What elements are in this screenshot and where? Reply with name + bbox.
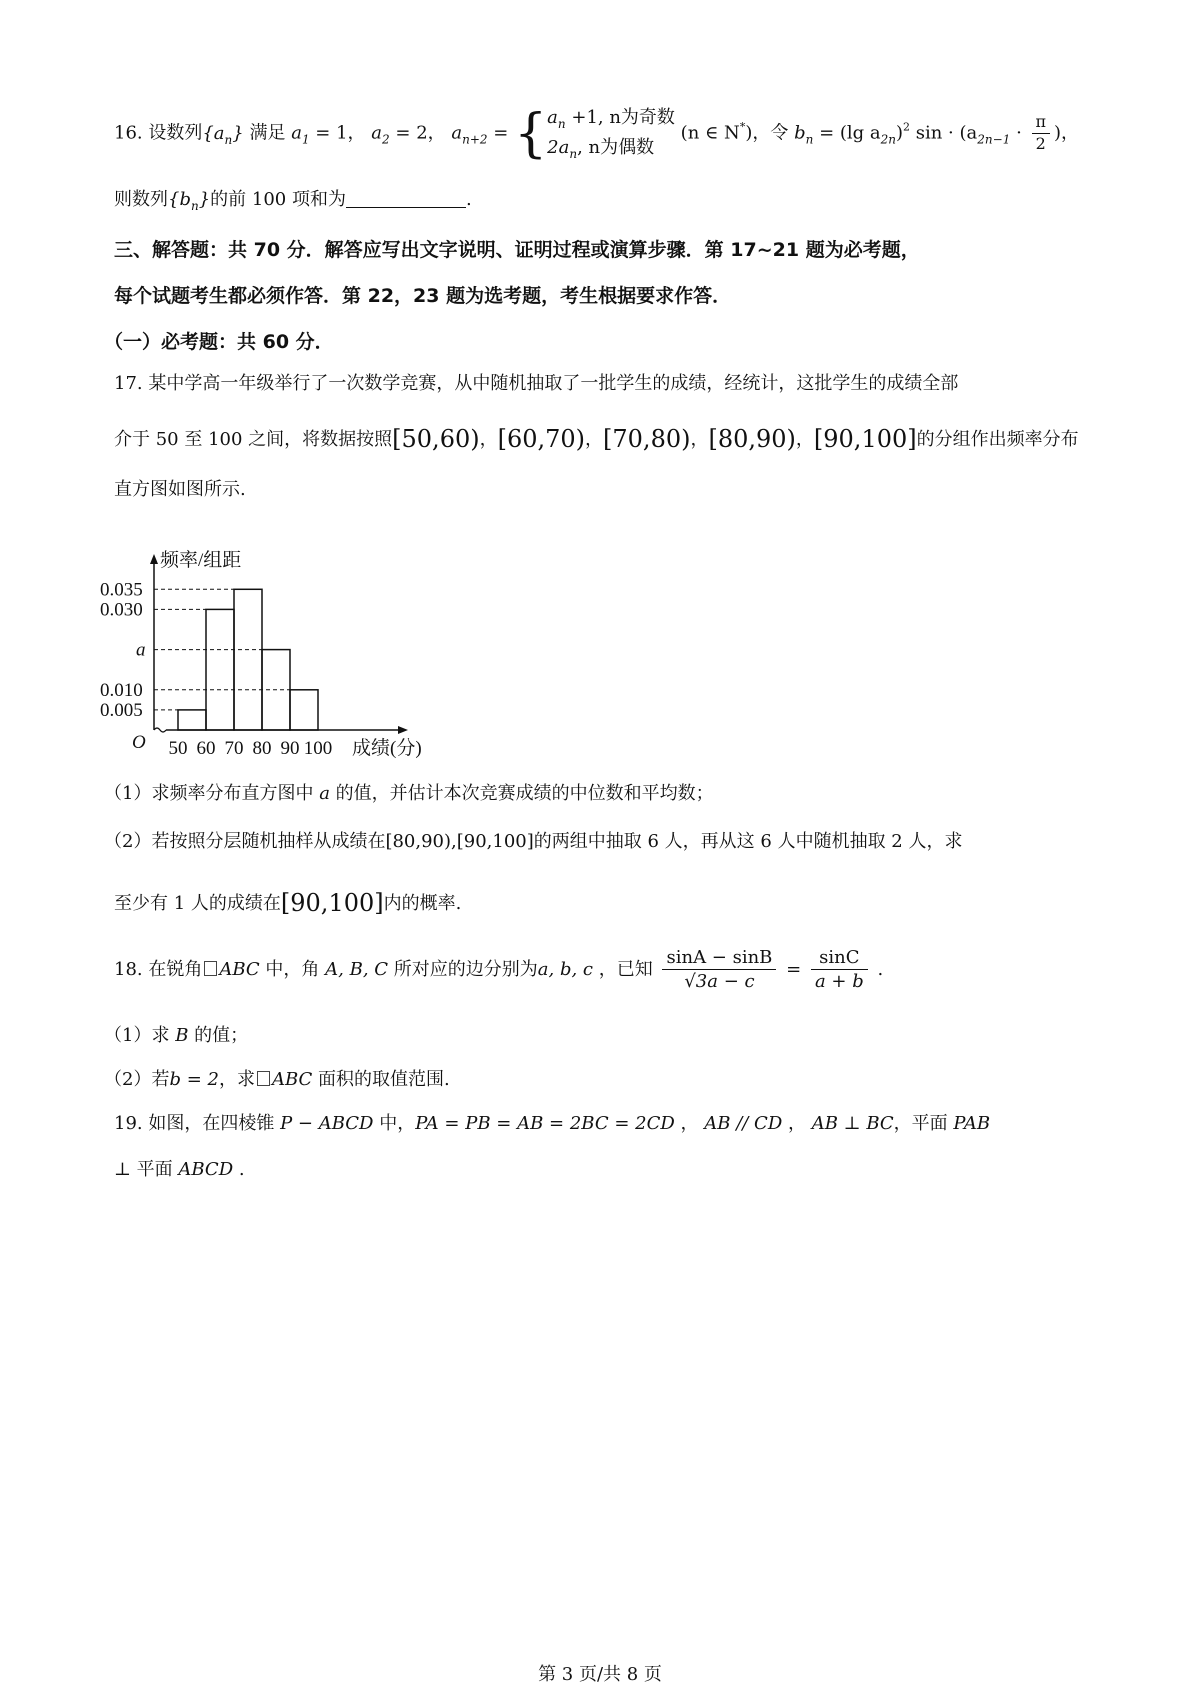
- interval-5: [90,100]: [813, 425, 917, 453]
- q19-line2: [114, 1158, 245, 1181]
- q18-end: .: [871, 958, 884, 980]
- an2-sub: n+2: [462, 132, 488, 147]
- q18-line1: [114, 946, 883, 994]
- a2-sub: 2: [382, 132, 390, 147]
- seq-a-close: }: [232, 122, 244, 144]
- q16-line1: [114, 104, 1079, 163]
- interval-1: [50,60): [392, 425, 480, 453]
- x-axis-label: 成绩(分): [352, 738, 422, 759]
- pyramid: P − ABCD: [280, 1113, 374, 1134]
- case2-sub: n: [569, 146, 578, 161]
- case2-rest: , n为偶数: [577, 136, 655, 158]
- bar-50-60: [178, 710, 206, 730]
- q17-part2-line2: [114, 888, 461, 919]
- q18-part1-text: （1）求: [104, 1025, 176, 1046]
- interval-4: [80,90): [708, 425, 796, 453]
- sin-arg-sub: 2n−1: [977, 132, 1011, 147]
- q16-end: .: [465, 189, 472, 210]
- interval-3: [70,80): [603, 425, 691, 453]
- q17-line2-text2: 的分组作出频率分布: [916, 429, 1079, 450]
- origin-label: O: [132, 732, 146, 753]
- frac-left-den: √3a − c: [684, 971, 755, 993]
- q19-line2-end: .: [233, 1159, 245, 1180]
- q18-text2: 中，角: [259, 958, 326, 980]
- a1-sub: 1: [301, 132, 310, 147]
- q16-line2-text2: 的前 100 项和为: [210, 189, 346, 210]
- axis-break: [154, 728, 166, 732]
- pi: π: [1032, 112, 1051, 134]
- q19-text: 19. 如图，在四棱锥: [114, 1113, 281, 1134]
- seq-a-open: {a: [202, 122, 225, 144]
- domain: (n ∈ N: [680, 122, 740, 144]
- q16-number: 16.: [114, 122, 149, 144]
- x-tick-label: 70: [224, 738, 244, 759]
- seq-b-sub: n: [190, 199, 199, 213]
- sin-close: )，: [1054, 122, 1080, 144]
- bn-sup: 2: [903, 120, 911, 134]
- q18-text3: 所对应的边分别为: [388, 958, 538, 980]
- y-tick-label: 0.030: [100, 599, 143, 621]
- an2-eq: =: [487, 122, 515, 144]
- q18-part2: [104, 1068, 450, 1091]
- case2-var: 2a: [547, 136, 570, 158]
- bn: b: [794, 122, 806, 144]
- q19-equalities: PA = PB = AB = 2BC = 2CD: [415, 1113, 675, 1134]
- q19-sep2: ，: [782, 1113, 812, 1134]
- q18-eq: =: [780, 958, 807, 980]
- y-tick-label: 0.035: [100, 579, 143, 601]
- q17-line2: 介于 50 至 100 之间，将数据按照[50,60)，[60,70)，[70,80)，[80,90)，[90,100]的分组作出频率分布: [114, 425, 1079, 453]
- x-axis-arrow: [398, 726, 408, 734]
- fraction-right: [811, 946, 868, 994]
- case-odd: [547, 104, 675, 134]
- q19-line2-text: ⊥ 平面: [114, 1159, 179, 1180]
- case-even: [547, 134, 675, 164]
- q18-part2-text: （2）若: [104, 1069, 170, 1090]
- x-tick-label: 80: [252, 738, 272, 759]
- case1-var: a: [547, 107, 558, 128]
- two: 2: [1035, 134, 1046, 154]
- x-tick-label: 100: [303, 738, 333, 759]
- sides: a, b, c: [537, 958, 594, 980]
- sin-arg: (a: [959, 122, 978, 144]
- q17-part1-text2: 的值，并估计本次竞赛成绩的中位数和平均数；: [329, 783, 714, 804]
- y-tick-label: 0.010: [100, 679, 143, 701]
- q18-text: 18. 在锐角: [114, 958, 203, 980]
- section3-line1: 三、解答题：共 70 分．解答应写出文字说明、证明过程或演算步骤．第 17~21 题为必考题，: [114, 239, 920, 261]
- an2: a: [451, 122, 463, 144]
- section3-line2: 每个试题考生都必须作答．第 22，23 题为选考题，考生根据要求作答．: [114, 285, 732, 307]
- q19-parallel: AB // CD: [704, 1113, 783, 1134]
- x-tick-label: 90: [280, 738, 300, 759]
- q17-part2-interval: [90,100]: [280, 889, 384, 917]
- q19-sep1: ，: [674, 1113, 705, 1134]
- piecewise-brace: {: [514, 103, 548, 164]
- q17-part1-text: （1）求频率分布直方图中: [104, 783, 320, 804]
- q19-plane2: ABCD: [178, 1159, 234, 1180]
- bn-sub2: 2n: [880, 132, 896, 147]
- q17-part2-text2: 内的概率.: [383, 893, 462, 914]
- q19-text2: 中，: [373, 1113, 416, 1134]
- frac-right-den: a + b: [814, 971, 864, 993]
- sin-arg-dot: ·: [1010, 122, 1028, 144]
- q18-part1-text2: 的值；: [188, 1025, 249, 1046]
- triangle-abc: ABC: [219, 958, 260, 980]
- q17-part1-var: a: [319, 783, 330, 804]
- bar-70-80: [234, 589, 262, 730]
- q16-line2-text: 则数列: [114, 189, 168, 210]
- bar-60-70: [206, 609, 234, 730]
- y-axis-arrow: [150, 554, 158, 564]
- x-tick-label: 50: [168, 738, 188, 759]
- q19-text3: ，平面: [893, 1113, 954, 1134]
- case1-rest: +1, n为奇数: [565, 107, 675, 128]
- q17-part1: [104, 782, 714, 805]
- answer-blank[interactable]: [346, 189, 466, 208]
- section3-sub: （一）必考题：共 60 分．: [104, 331, 334, 353]
- bar-90-100: [290, 690, 318, 730]
- seq-b-close: }: [198, 189, 211, 210]
- piecewise-cases: [547, 104, 675, 163]
- q18-part2-text2: ，求: [218, 1069, 255, 1090]
- bn-expr2: ): [896, 122, 904, 144]
- q19-line1: [114, 1112, 990, 1135]
- q17-part2-text: 至少有 1 人的成绩在: [114, 893, 281, 914]
- q16-line2: [114, 188, 472, 215]
- domain-sup: *: [739, 120, 746, 134]
- domain-close: ): [745, 122, 753, 144]
- sin-text: sin ·: [910, 122, 960, 144]
- q17-part2-line1: （2）若按照分层随机抽样从成绩在[80,90),[90,100]的两组中抽取 6 人，再从这 6 人中随机抽取 2 人，求: [104, 831, 963, 852]
- q17-line2-text: 介于 50 至 100 之间，将数据按照: [114, 429, 393, 450]
- seq-b: {b: [168, 189, 191, 210]
- histogram-axes: [132, 549, 422, 759]
- y-axis-label: 频率/组距: [160, 550, 242, 571]
- q16-text3: ，令: [752, 122, 789, 144]
- seq-a-sub: n: [224, 132, 233, 147]
- q18-part2-abc: ABC: [271, 1069, 313, 1090]
- q17-line3: 直方图如图所示.: [114, 479, 246, 500]
- bn-sub: n: [805, 132, 814, 147]
- q18-part1: [104, 1024, 248, 1047]
- x-tick-label: 60: [196, 738, 216, 759]
- y-tick-label: a: [136, 639, 146, 661]
- seq-a: [202, 122, 244, 147]
- fraction-left: [662, 946, 776, 994]
- q19-perpendicular: AB ⊥ BC: [811, 1113, 894, 1134]
- triangle-symbol-2: [257, 1071, 270, 1086]
- triangle-symbol: [204, 961, 217, 976]
- frac-left-num: sinA − sinB: [662, 946, 776, 970]
- q17-line1: 17. 某中学高一年级举行了一次数学竞赛，从中随机抽取了一批学生的成绩，经统计，这批学生的成绩全部: [114, 373, 959, 394]
- q19-plane: PAB: [953, 1113, 991, 1134]
- a1-value: = 1，: [309, 122, 366, 144]
- frequency-histogram: [100, 548, 440, 768]
- q18-part1-var: B: [175, 1025, 189, 1046]
- case1-sub: n: [557, 117, 566, 131]
- q18-part2-text3: 面积的取值范围.: [312, 1069, 450, 1090]
- y-tick-label: 0.005: [100, 699, 143, 721]
- q16-text: 设数列: [148, 122, 203, 144]
- a1: a: [291, 122, 302, 144]
- a2: a: [371, 122, 383, 144]
- q16-text2: 满足: [249, 122, 286, 144]
- bn-expr: = (lg a: [813, 122, 881, 144]
- frac-right-num: sinC: [811, 946, 868, 970]
- q18-part2-cond: b = 2: [169, 1069, 219, 1090]
- q18-text4: ，已知: [593, 958, 653, 980]
- angles: A, B, C: [325, 958, 389, 980]
- page-footer: 第 3 页/共 8 页: [538, 1664, 662, 1685]
- a2-value: = 2，: [389, 122, 446, 144]
- interval-2: [60,70): [497, 425, 586, 453]
- pi-over-2: [1032, 112, 1051, 155]
